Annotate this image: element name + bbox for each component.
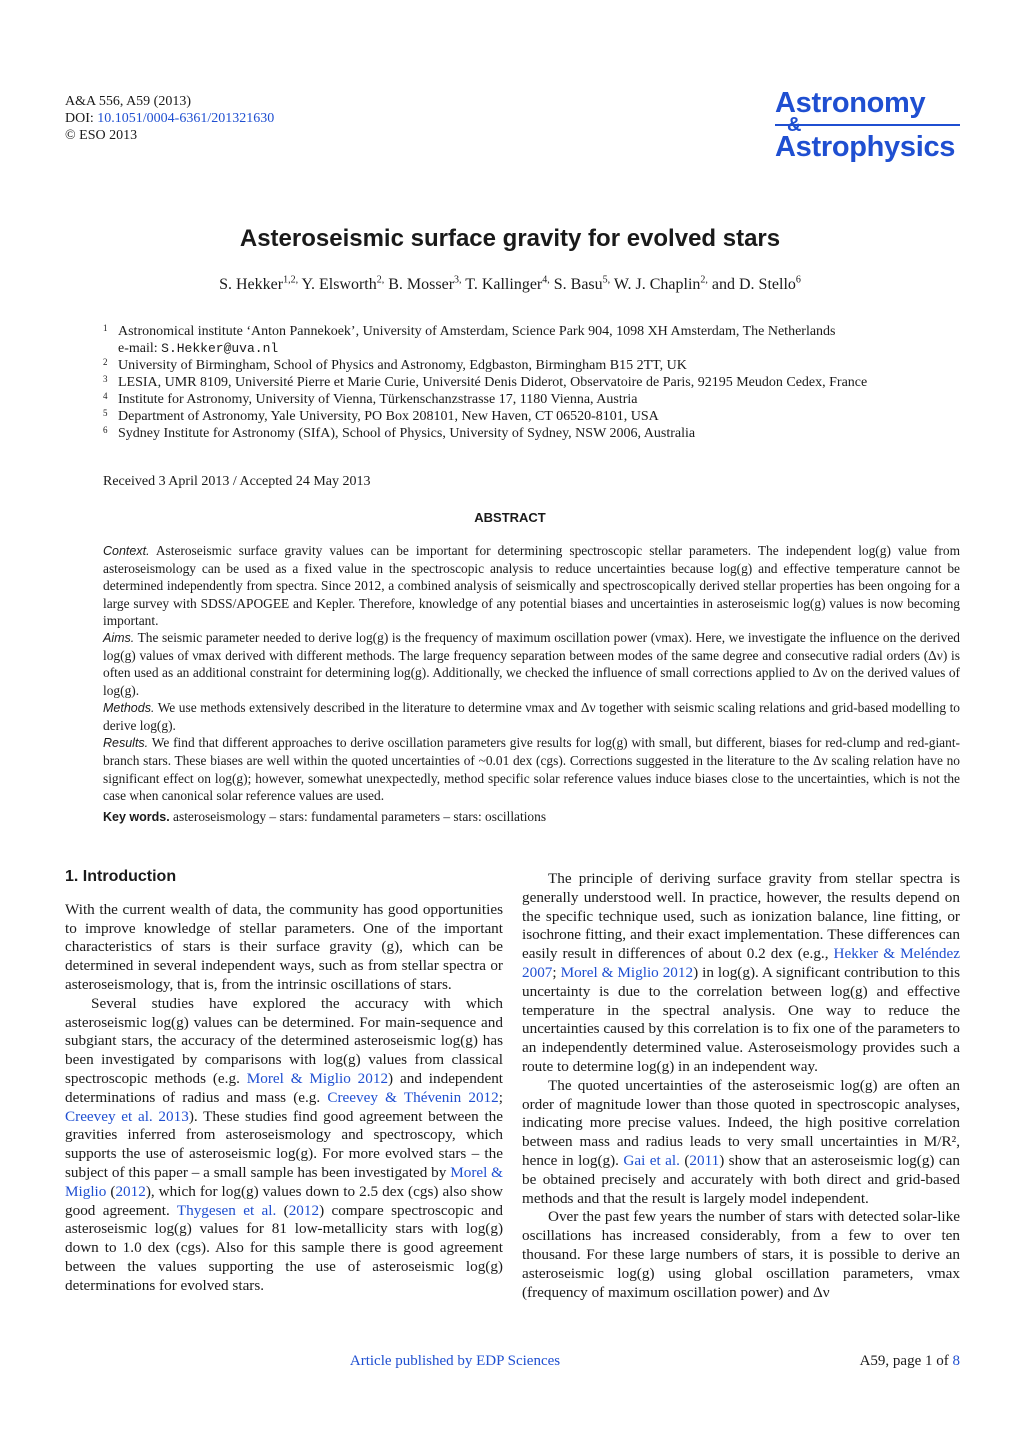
intro-paragraph-4: The quoted uncertainties of the asteroseismic log(g) are often an order of magnitude lower than those quoted in spectroscopic analyses, indicating more precise values. Indeed, the high positive correlation between mass and radius leads to very small uncertainties in M/R², hence in log(g). Gai et al. (2011) show that an asteroseismic log(g) can be obtained precisely and accurately with both direct and grid-based methods and that the result is largely model independent. xyxy=(522,1076,960,1207)
abstract-aims: Aims. The seismic parameter needed to derive log(g) is the frequency of maximum oscillation power (νmax). Here, we investigate the influence on the derived log(g) values of νmax derived with different methods. The large frequency separation between modes of the same degree and consecutive radial orders (Δν) is often used as an additional constraint for determining log(g). Additionally, we checked the influence of small corrections applied to Δν on the derived values of log(g). xyxy=(103,630,960,698)
abstract-body xyxy=(103,542,960,804)
journal-reference: A&A 556, A59 (2013) xyxy=(65,94,191,109)
journal-logo xyxy=(775,88,960,162)
ref-creevey-et-al[interactable]: Creevey et al. 2013 xyxy=(65,1107,189,1125)
author-list xyxy=(0,276,1020,294)
doi-link[interactable]: 10.1051/0004-6361/201321630 xyxy=(97,111,275,126)
paper-title: Asteroseismic surface gravity for evolved stars xyxy=(239,225,781,252)
ref-morel-miglio-2-year[interactable]: 2012 xyxy=(115,1182,146,1200)
total-pages-link[interactable]: 8 xyxy=(952,1353,960,1369)
intro-paragraph-5: Over the past few years the number of stars with detected solar-like oscillations has increased considerably, from a few to over ten thousand. For these large numbers of stars, it is possible to derive an asteroseismic log(g) using global oscillation parameters, νmax (frequency of maximum oscillation power) and Δν xyxy=(522,1208,960,1301)
ref-morel-miglio-3[interactable]: Morel & Miglio 2012 xyxy=(560,963,694,981)
logo-ampersand: & xyxy=(775,118,960,132)
affiliation-2: 2 University of Birmingham, School of Physics and Astronomy, Edgbaston, Birmingham B15 2TT, UK xyxy=(103,357,687,373)
affiliation-3: 3 LESIA, UMR 8109, Université Pierre et Marie Curie, Université Denis Diderot, Observatoire de Paris, 92195 Meudon Cedex, France xyxy=(103,374,868,390)
logo-word-astronomy: Astronomy xyxy=(775,87,926,119)
affiliations xyxy=(103,323,963,442)
doi-label: DOI: xyxy=(65,111,94,126)
copyright: © ESO 2013 xyxy=(65,128,138,143)
ref-gai[interactable]: Gai et al. xyxy=(623,1151,680,1169)
received-dates: Received 3 April 2013 / Accepted 24 May 2013 xyxy=(103,474,371,489)
intro-paragraph-1: With the current wealth of data, the community has good opportunities to improve knowledge of stellar parameters. One of the important characteristics of stars is their surface gravity (g), which can be determined in several independent ways, such as from stellar spectra or asteroseismology, that is, from the intrinsic oscillations of stars. xyxy=(65,900,503,993)
keywords xyxy=(103,809,960,825)
intro-paragraph-3: The principle of deriving surface gravity from stellar spectra is generally understood well. In practice, however, the results depend on the specific technique used, such as ionization balance, line fitting, or isochrone fitting, and their exact implementation. These differences can easily result in differences of about 0.2 dex (e.g., Hekker & Meléndez 2007; Morel & Miglio 2012) in log(g). A significant contribution to this uncertainty is due to the correlation between log(g) and effective temperature in the spectral analysis. One way to reduce the uncertainties caused by this correlation is to fix one of the parameters to an independently determined value. Asteroseismology provides such a route to determine log(g) in an independent way. xyxy=(522,870,960,1075)
logo-rule xyxy=(775,124,960,126)
left-column xyxy=(65,868,503,1296)
keywords-label: Key words. xyxy=(103,810,170,824)
ref-morel-miglio[interactable]: Morel & Miglio 2012 xyxy=(246,1069,389,1087)
publication-info xyxy=(65,93,274,144)
authors-text: S. Hekker$^{1,2,}$ Y. Elsworth$^{2,}$ B. Mosser$^{3,}$ T. Kallinger$^{4,}$ S. Basu$^{5,}$ W. J. Chaplin$^{2,}$ and D. Stello$^6$ xyxy=(219,274,801,293)
abstract-heading: ABSTRACT xyxy=(474,510,546,525)
abstract-methods: Methods. We use methods extensively described in the literature to determine νmax and Δν together with seismic scaling relations and grid-based modelling to derive log(g). xyxy=(103,699,960,734)
affiliation-1: 1 Astronomical institute ‘Anton Pannekoek’, University of Amsterdam, Science Park 904, 1098 XH Amsterdam, The Netherlands xyxy=(103,323,836,339)
page-number: A59, page 1 of 8 xyxy=(859,1353,960,1369)
abstract-context: Context. Asteroseismic surface gravity values can be important for determining spectroscopic stellar parameters. The independent log(g) value from asteroseismology can be used as a fixed value in the spectroscopic analysis to reduce uncertainties because log(g) and effective temperature cannot be determined independently from spectra. Since 2012, a combined analysis of seismically and spectroscopically derived stellar properties has been ongoing for a large survey with SDSS/APOGEE and Kepler. Therefore, knowledge of any potential biases and uncertainties in asteroseismic log(g) values is now becoming important. xyxy=(103,543,960,628)
ref-hekker-melendez[interactable]: Hekker & Meléndez 2007 xyxy=(522,945,960,981)
ref-gai-year[interactable]: 2011 xyxy=(689,1151,720,1169)
affiliation-6: 6 Sydney Institute for Astronomy (SIfA), School of Physics, University of Sydney, NSW 2006, Australia xyxy=(103,425,696,441)
ref-thygesen[interactable]: Thygesen et al. xyxy=(176,1201,277,1219)
intro-paragraph-2: Several studies have explored the accuracy with which asteroseismic log(g) values can be determined. For main-sequence and subgiant stars, the accuracy of the determined asteroseismic log(g) has been investigated by comparisons with log(g) values from classical spectroscopic methods (e.g. Morel & Miglio 2012) and independent determinations of radius and mass (e.g. Creevey & Thévenin 2012; Creevey et al. 2013). These studies find good agreement between the gravities inferred from asteroseismology and spectroscopy, which supports the use of asteroseismic log(g). For more evolved stars – the subject of this paper – a small sample has been investigated by Morel & Miglio (2012), which for log(g) values down to 2.5 dex (cgs) also show good agreement. Thygesen et al. (2012) compare spectroscopic and asteroseismic log(g) values for 81 low-metallicity stars with log(g) down to 1.0 dex (cgs). Also for this sample there is good agreement between the values supporting the use of asteroseismic log(g) determinations for evolved stars. xyxy=(65,994,504,1294)
section-heading-introduction: 1. Introduction xyxy=(65,868,177,885)
affiliation-5: 5 Department of Astronomy, Yale University, PO Box 208101, New Haven, CT 06520-8101, USA xyxy=(103,408,659,424)
right-column xyxy=(522,870,960,1302)
affiliation-email: e-mail: S.Hekker@uva.nl xyxy=(118,341,279,356)
edp-sciences-link[interactable]: Article published by EDP Sciences xyxy=(349,1353,561,1369)
ref-morel-miglio-2[interactable]: Morel & Miglio xyxy=(65,1163,503,1200)
ref-creevey-thevenin[interactable]: Creevey & Thévenin 2012 xyxy=(327,1088,499,1106)
ref-thygesen-year[interactable]: 2012 xyxy=(288,1201,320,1219)
doi-line xyxy=(65,110,274,127)
logo-word-astrophysics: Astrophysics xyxy=(775,131,956,163)
affiliation-4: 4 Institute for Astronomy, University of Vienna, Türkenschanzstrasse 17, 1180 Vienna, Austria xyxy=(103,391,638,407)
keywords-text: asteroseismology – stars: fundamental parameters – stars: oscillations xyxy=(173,809,547,824)
email-link[interactable]: S.Hekker@uva.nl xyxy=(161,341,279,356)
abstract-results: Results. We find that different approaches to derive oscillation parameters give results for log(g) with small, but different, biases for red-clump and red-giant-branch stars. These biases are well within the quoted uncertainties of ~0.01 dex (cgs). Corrections suggested in the literature to the Δν scaling relation have no significant effect on log(g); however, somewhat unexpectedly, method specific solar reference values induce biases close to the uncertainties, which is not the case when canonical solar reference values are used. xyxy=(103,735,960,803)
